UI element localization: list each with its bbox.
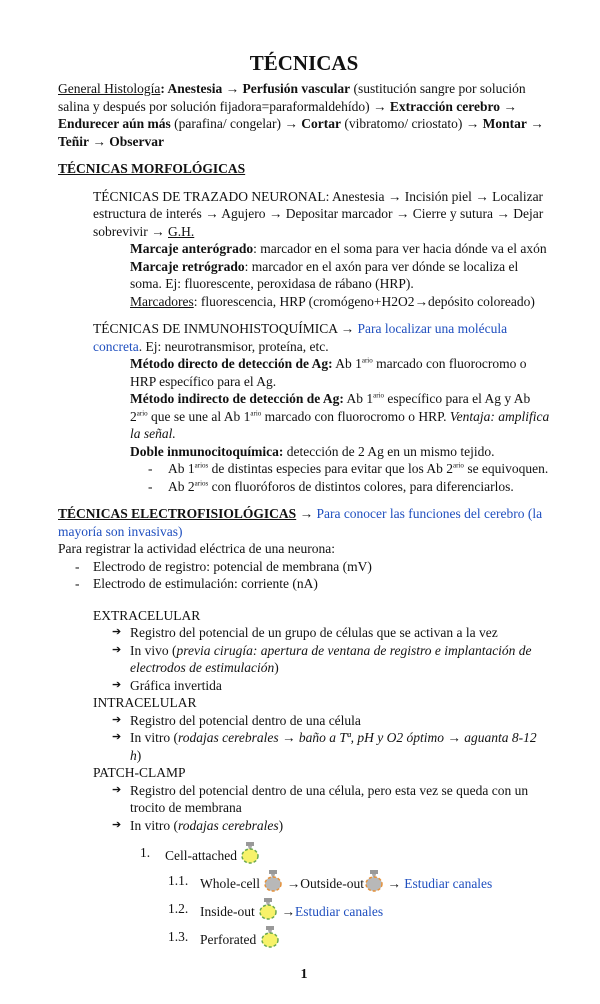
text: ) [274,660,279,675]
item-perforated [168,926,550,954]
text: In vitro ( [130,817,178,833]
text: Ab 1 [168,461,195,476]
electro-block [58,505,550,593]
sup: arios [194,461,209,470]
label: Perforated [200,932,257,947]
sup: ario [361,356,373,365]
inmuno-block [58,320,550,495]
intracelular-label: INTRACELULAR [93,695,197,710]
italic: previa cirugía: apertura de ventana de registro e implantación de electrodos de estimulación [130,642,532,675]
number: 1.1. [168,873,189,888]
endurecer-note: (parafina/ congelar) [170,116,285,131]
text: : marcador en el axón para ver dónde se localiza el soma. Ej: fluorescente, peroxidasa de rábano (HRP). [130,258,519,291]
whole-cell-icon [263,870,283,892]
general-histologia-paragraph [58,80,550,150]
arrow: → [373,98,387,114]
italic: rodajas cerebrales [178,817,279,833]
arrow: → [281,904,295,919]
doble-inmuno [58,443,550,461]
step-endurecer: Endurecer aún más [58,116,171,131]
gh-link: G.H. [168,223,195,239]
step-cortar: Cortar [301,116,341,131]
sup: arios [194,479,209,487]
step-tenir: Teñir [58,133,90,149]
sup: ario [250,409,262,417]
electrodo-estimulacion: - Electrodo de estimulación: corriente (nA) [58,575,550,593]
arrow: → [286,876,301,891]
number: 1.3. [168,929,189,944]
label: Marcaje anterógrado [130,241,254,256]
label: Cell-attached [165,848,237,863]
step-anestesia: Anestesia [167,81,223,96]
outside-out-icon [364,870,384,892]
inmuno-paragraph [58,320,550,355]
item-cell-attached [140,842,550,870]
label: Marcaje retrógrado [130,258,245,274]
label: Método indirecto de detección de Ag: [130,391,344,406]
estudiar-canales: Estudiar canales [404,876,493,891]
arrow: → [530,116,544,131]
intra-item: ➔ Registro del potencial dentro de una célula [58,712,550,730]
arrow: → [92,133,106,149]
arrow: → [387,876,401,891]
text: marcado con fluorocromo o HRP específico para el Ag. [130,356,527,389]
text: In vivo ( [130,642,177,658]
text: : fluorescencia, HRP (cromógeno+H2O2→depósito coloreado) [193,293,535,309]
perfusion-note: (sustitución sangre por solución salina y después por solución fijadora=paraformaldehído) [58,81,526,114]
item-inside-out [168,898,550,926]
general-label: General Histología [58,81,161,96]
doble-item-1 [58,460,550,478]
item-whole-cell [168,870,550,898]
arrow: → [503,98,517,114]
label: Método directo de detección de Ag: [130,356,333,371]
text: marcado con fluorocromo o HRP. [261,408,450,424]
trazado-text: TÉCNICAS DE TRAZADO NEURONAL: Anestesia → Incisión piel → Localizar estructura de interés → Agujero → Depositar marcador → Cierre y sutura → Dejar sobrevivir → [93,188,544,239]
text: específico para el Ag y Ab 2 [130,391,531,424]
electrodo-registro: - Electrodo de registro: potencial de membrana (mV) [58,558,550,576]
inside-out-icon [258,898,278,920]
arrow: → [225,81,240,96]
section-heading-morfologicas [58,160,550,178]
label: Whole-cell [200,876,260,891]
extra-item [58,642,550,677]
intra-item [58,729,550,764]
estudiar-canales: Estudiar canales [295,904,384,919]
number: 1. [140,845,151,860]
text: con fluoróforos de distintos colores, para diferenciarlos. [208,478,514,494]
document-page [58,0,550,1004]
text: Ab 1 [343,391,374,406]
marcaje-anterogrado [58,240,550,258]
arrow: → [465,116,480,131]
extracelular-block [58,607,550,835]
step-extraccion: Extracción cerebro [389,98,500,114]
text: : marcador en el soma para ver hacia dónde va el axón [253,241,547,256]
metodo-indirecto [58,390,550,443]
arrow: → [284,116,298,131]
patch-item: ➔ Registro del potencial dentro de una célula, pero esta vez se queda con un trocito de membrana [58,782,550,817]
blue-note: Para localizar una molécula concreta [93,321,508,354]
cortar-note: (vibratomo/ criostato) [340,116,466,131]
colon: : [160,81,168,96]
patch-item [58,817,550,835]
sup: ario [453,461,464,470]
page-number: 1 [300,967,308,982]
sup: ario [136,409,148,417]
electro-heading [58,505,550,540]
electro-intro: Para registrar la actividad eléctrica de una neurona: [58,541,335,556]
metodo-directo [58,355,550,390]
step-observar: Observar [109,133,165,149]
marcaje-retrogrado [58,258,550,293]
text: . Ej: neurotransmisor, proteína, etc. [138,338,329,354]
patch-clamp-label: PATCH-CLAMP [93,765,186,780]
extra-item: ➔ Registro del potencial de un grupo de células que se activan a la vez [58,624,550,642]
patch-list [58,842,550,954]
ventaja: Ventaja: amplifica la señal. [130,408,550,441]
text: ) [278,817,284,833]
outside-out-label: Outside-out [300,876,364,891]
text: de distintas especies para evitar que los Ab 2 [208,461,454,476]
marcadores [58,293,550,311]
sup: ario [373,391,384,400]
label: Marcadores [130,293,194,309]
blue-note: Para conocer las funciones del cerebro (la mayoría son invasivas) [58,506,543,539]
page-title: TÉCNICAS [249,51,359,75]
step-perfusion: Perfusión vascular [242,81,351,96]
italic: rodajas cerebrales → baño a Tª, pH y O2 óptimo → aguanta 8-12 h [130,730,537,763]
text: Ab 2 [168,478,195,494]
arrow: → [296,506,317,521]
extra-item: ➔ Gráfica invertida [58,677,550,695]
heading-text: TÉCNICAS MORFOLÓGICAS [58,161,246,176]
text: TÉCNICAS DE INMUNOHISTOQUÍMICA → [93,321,358,336]
extracelular-label: EXTRACELULAR [93,607,201,623]
doble-item-2 [58,478,550,496]
text: que se une al Ab 1 [147,408,251,424]
text: Ab 1 [332,356,362,371]
heading-text: TÉCNICAS ELECTROFISIOLÓGICAS [58,506,297,521]
cell-attached-icon [240,842,260,864]
text: In vitro ( [130,730,178,745]
trazado-paragraph [58,188,550,241]
text: ) [136,747,142,763]
text: detección de 2 Ag en un mismo tejido. [283,443,495,459]
step-montar: Montar [482,116,527,131]
trazado-block [58,188,550,311]
text: se equivoquen. [463,461,549,476]
perforated-icon [260,926,280,948]
label: Doble inmunocitoquímica: [130,443,284,459]
number: 1.2. [168,901,189,916]
label: Inside-out [200,904,255,919]
